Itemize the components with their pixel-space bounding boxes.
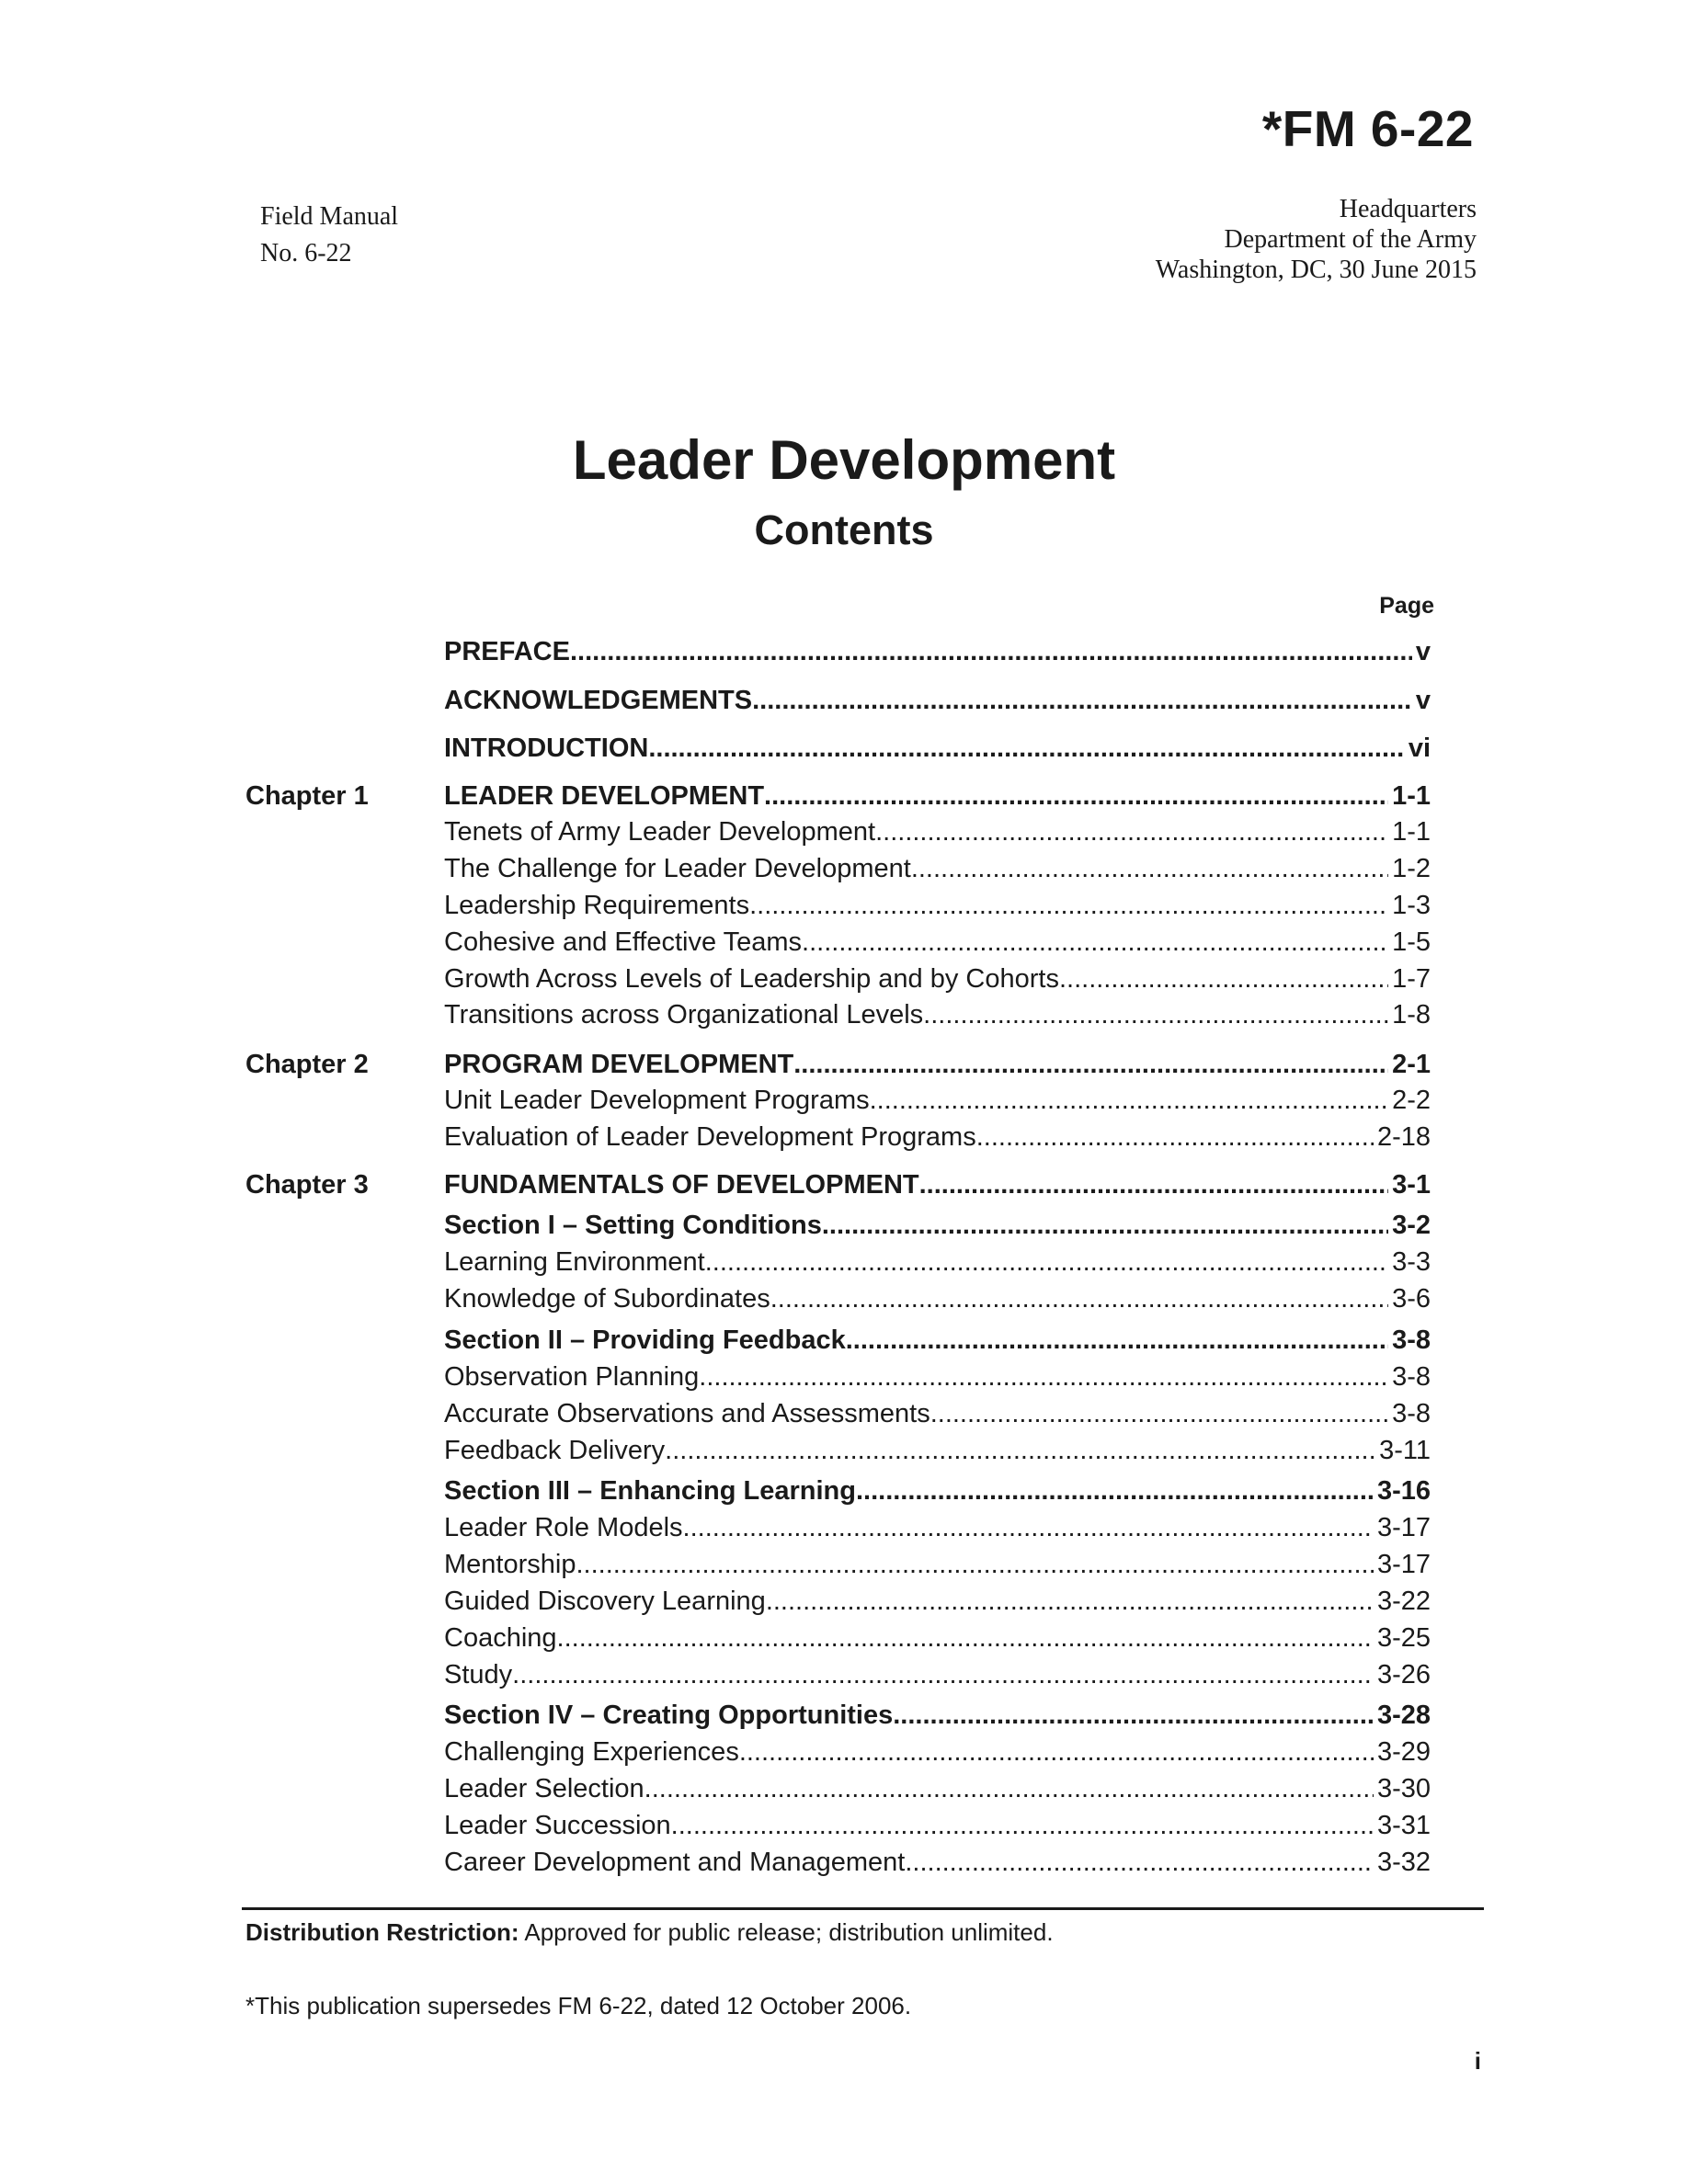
toc-page-number: 1-8 bbox=[1392, 1000, 1431, 1029]
toc-row bbox=[0, 780, 1688, 812]
toc-entry-title: Cohesive and Effective Teams bbox=[444, 927, 803, 957]
toc-row bbox=[0, 1121, 1688, 1153]
toc-entry-title: Tenets of Army Leader Development bbox=[444, 817, 876, 847]
toc-row bbox=[0, 1361, 1688, 1393]
toc-row bbox=[0, 853, 1688, 884]
toc-page-number: 3-22 bbox=[1376, 1587, 1431, 1616]
toc-entry-title: INTRODUCTION bbox=[444, 734, 649, 763]
toc-entry[interactable] bbox=[444, 816, 1431, 847]
toc-dot-leader bbox=[911, 853, 1388, 884]
toc-row bbox=[0, 1622, 1688, 1654]
toc-entry[interactable] bbox=[444, 1049, 1431, 1080]
toc-entry[interactable] bbox=[444, 1512, 1431, 1543]
toc-entry-title: The Challenge for Leader Development bbox=[444, 854, 911, 883]
toc-page-number: 3-1 bbox=[1392, 1170, 1431, 1200]
page-column-label: Page bbox=[1379, 593, 1434, 619]
toc-chapter-label: Chapter 1 bbox=[245, 781, 369, 811]
field-manual-line: Field Manual bbox=[260, 202, 399, 231]
toc-row bbox=[0, 963, 1688, 995]
toc-page-number: 3-8 bbox=[1392, 1399, 1431, 1428]
toc-page-number: v bbox=[1415, 686, 1431, 715]
toc-entry[interactable] bbox=[444, 1847, 1431, 1878]
toc-dot-leader bbox=[512, 1659, 1374, 1690]
toc-entry[interactable] bbox=[444, 685, 1431, 716]
toc-entry[interactable] bbox=[444, 890, 1431, 921]
toc-entry[interactable] bbox=[444, 1659, 1431, 1690]
toc-entry-title: Observation Planning bbox=[444, 1362, 700, 1392]
toc-entry[interactable] bbox=[444, 733, 1431, 764]
toc-row bbox=[0, 1549, 1688, 1580]
toc-entry[interactable] bbox=[444, 1361, 1431, 1393]
toc-entry[interactable] bbox=[444, 1283, 1431, 1314]
toc-chapter-label: Chapter 3 bbox=[245, 1170, 369, 1200]
headquarters-line: Headquarters bbox=[1339, 195, 1477, 223]
toc-page-number: 3-28 bbox=[1376, 1701, 1431, 1730]
toc-dot-leader bbox=[846, 1325, 1388, 1356]
toc-page-number: 1-2 bbox=[1392, 854, 1431, 883]
distribution-label: Distribution Restriction: bbox=[245, 1918, 519, 1946]
toc-entry[interactable] bbox=[444, 963, 1431, 995]
contents-heading: Contents bbox=[754, 506, 934, 553]
toc-dot-leader bbox=[570, 636, 1412, 667]
toc-page-number: 1-1 bbox=[1392, 781, 1431, 811]
toc-page-number: 3-6 bbox=[1392, 1284, 1431, 1314]
toc-entry[interactable] bbox=[444, 1325, 1431, 1356]
toc-row bbox=[0, 1283, 1688, 1314]
toc-row bbox=[0, 1810, 1688, 1841]
toc-entry-title: Evaluation of Leader Development Programs bbox=[444, 1122, 976, 1152]
toc-dot-leader bbox=[764, 780, 1388, 812]
toc-row bbox=[0, 1325, 1688, 1356]
toc-page-number: 3-25 bbox=[1376, 1623, 1431, 1653]
toc-page-number: 3-2 bbox=[1392, 1211, 1431, 1240]
toc-dot-leader bbox=[919, 1169, 1388, 1200]
toc-row bbox=[0, 1847, 1688, 1878]
toc-entry-title: Leadership Requirements bbox=[444, 891, 750, 920]
toc-entry[interactable] bbox=[444, 1121, 1431, 1153]
toc-entry[interactable] bbox=[444, 1475, 1431, 1507]
toc-entry[interactable] bbox=[444, 636, 1431, 667]
toc-page-number: 3-29 bbox=[1376, 1737, 1431, 1767]
toc-dot-leader bbox=[822, 1210, 1388, 1241]
toc-page-number: 3-26 bbox=[1376, 1660, 1431, 1689]
toc-row bbox=[0, 1512, 1688, 1543]
toc-dot-leader bbox=[557, 1622, 1374, 1654]
toc-row bbox=[0, 1736, 1688, 1768]
toc-page-number: 1-3 bbox=[1392, 891, 1431, 920]
toc-dot-leader bbox=[856, 1475, 1374, 1507]
toc-row bbox=[0, 927, 1688, 958]
toc-entry[interactable] bbox=[444, 780, 1431, 812]
toc-entry[interactable] bbox=[444, 1736, 1431, 1768]
toc-dot-leader bbox=[893, 1700, 1374, 1731]
toc-page-number: v bbox=[1415, 637, 1431, 666]
toc-entry-title: Section III – Enhancing Learning bbox=[444, 1476, 856, 1506]
toc-entry-title: Section II – Providing Feedback bbox=[444, 1325, 846, 1355]
toc-dot-leader bbox=[648, 733, 1404, 764]
toc-dot-leader bbox=[870, 1085, 1388, 1116]
toc-page-number: 3-30 bbox=[1376, 1774, 1431, 1803]
toc-entry-title: Section I – Setting Conditions bbox=[444, 1211, 822, 1240]
toc-page-number: 2-1 bbox=[1392, 1050, 1431, 1079]
footer-divider bbox=[242, 1907, 1484, 1910]
toc-entry-title: Guided Discovery Learning bbox=[444, 1587, 766, 1616]
toc-row bbox=[0, 685, 1688, 716]
toc-dot-leader bbox=[976, 1121, 1374, 1153]
toc-entry-title: Knowledge of Subordinates bbox=[444, 1284, 770, 1314]
toc-dot-leader bbox=[770, 1283, 1388, 1314]
toc-entry[interactable] bbox=[444, 1435, 1431, 1466]
toc-page-number: 3-17 bbox=[1376, 1513, 1431, 1542]
toc-entry-title: Mentorship bbox=[444, 1550, 576, 1579]
toc-dot-leader bbox=[749, 890, 1388, 921]
toc-page-number: 3-8 bbox=[1392, 1362, 1431, 1392]
toc-entry[interactable] bbox=[444, 1549, 1431, 1580]
toc-page-number: 3-11 bbox=[1379, 1436, 1431, 1465]
toc-entry-title: Unit Leader Development Programs bbox=[444, 1086, 870, 1115]
toc-page-number: 2-2 bbox=[1392, 1086, 1431, 1115]
toc-page-number: vi bbox=[1408, 734, 1431, 763]
toc-row bbox=[0, 890, 1688, 921]
toc-page-number: 1-1 bbox=[1392, 817, 1431, 847]
toc-dot-leader bbox=[576, 1549, 1373, 1580]
toc-entry-title: Growth Across Levels of Leadership and by Cohorts bbox=[444, 964, 1059, 994]
toc-row bbox=[0, 1700, 1688, 1731]
page-number: i bbox=[1474, 2047, 1481, 2075]
toc-entry[interactable] bbox=[444, 1810, 1431, 1841]
toc-dot-leader bbox=[644, 1773, 1374, 1804]
toc-entry-title: Leader Succession bbox=[444, 1811, 671, 1840]
toc-entry-title: Study bbox=[444, 1660, 513, 1689]
toc-dot-leader bbox=[766, 1586, 1374, 1617]
toc-dot-leader bbox=[1059, 963, 1388, 995]
toc-row bbox=[0, 1586, 1688, 1617]
toc-row bbox=[0, 1659, 1688, 1690]
toc-row bbox=[0, 1085, 1688, 1116]
toc-row bbox=[0, 1210, 1688, 1241]
supersedes-note: *This publication supersedes FM 6-22, dated 12 October 2006. bbox=[245, 1992, 912, 2019]
toc-row bbox=[0, 1049, 1688, 1080]
toc-page-number: 3-3 bbox=[1392, 1247, 1431, 1277]
toc-row bbox=[0, 999, 1688, 1030]
toc-entry-title: FUNDAMENTALS OF DEVELOPMENT bbox=[444, 1170, 919, 1200]
toc-entry[interactable] bbox=[444, 853, 1431, 884]
toc-entry[interactable] bbox=[444, 1586, 1431, 1617]
toc-dot-leader bbox=[905, 1847, 1374, 1878]
toc-entry-title: Leader Role Models bbox=[444, 1513, 683, 1542]
toc-dot-leader bbox=[699, 1361, 1388, 1393]
department-line: Department of the Army bbox=[1224, 225, 1477, 254]
toc-dot-leader bbox=[930, 1398, 1388, 1429]
toc-entry[interactable] bbox=[444, 1246, 1431, 1278]
toc-row bbox=[0, 636, 1688, 667]
toc-entry-title: PREFACE bbox=[444, 637, 570, 666]
distribution-restriction bbox=[245, 1917, 1054, 1948]
toc-page-number: 3-8 bbox=[1392, 1325, 1431, 1355]
manual-number-line: No. 6-22 bbox=[260, 239, 352, 267]
toc-entry-title: PROGRAM DEVELOPMENT bbox=[444, 1050, 794, 1079]
toc-row bbox=[0, 1169, 1688, 1200]
toc-row bbox=[0, 816, 1688, 847]
distribution-text: Approved for public release; distribution unlimited. bbox=[519, 1918, 1054, 1946]
toc-row bbox=[0, 1773, 1688, 1804]
toc-row bbox=[0, 1475, 1688, 1507]
toc-dot-leader bbox=[923, 999, 1388, 1030]
location-date-line: Washington, DC, 30 June 2015 bbox=[1155, 256, 1477, 284]
toc-entry[interactable] bbox=[444, 927, 1431, 958]
toc-row bbox=[0, 1435, 1688, 1466]
toc-row bbox=[0, 1398, 1688, 1429]
toc-entry[interactable] bbox=[444, 1700, 1431, 1731]
toc-entry-title: Coaching bbox=[444, 1623, 557, 1653]
toc-entry[interactable] bbox=[444, 1085, 1431, 1116]
toc-entry[interactable] bbox=[444, 1398, 1431, 1429]
toc-dot-leader bbox=[752, 685, 1412, 716]
toc-page-number: 1-5 bbox=[1392, 927, 1431, 957]
toc-page-number: 3-17 bbox=[1376, 1550, 1431, 1579]
toc-page-number: 3-16 bbox=[1376, 1476, 1431, 1506]
toc-page-number: 3-31 bbox=[1376, 1811, 1431, 1840]
document-title: Leader Development bbox=[572, 429, 1116, 491]
toc-dot-leader bbox=[802, 927, 1388, 958]
toc-row bbox=[0, 733, 1688, 764]
toc-dot-leader bbox=[875, 816, 1388, 847]
toc-entry[interactable] bbox=[444, 1169, 1431, 1200]
document-id: *FM 6-22 bbox=[1261, 100, 1474, 157]
toc-chapter-label: Chapter 2 bbox=[245, 1050, 369, 1079]
toc-row bbox=[0, 1246, 1688, 1278]
toc-page-number: 3-32 bbox=[1376, 1848, 1431, 1877]
toc-entry-title: LEADER DEVELOPMENT bbox=[444, 781, 765, 811]
toc-dot-leader bbox=[683, 1512, 1374, 1543]
toc-dot-leader bbox=[705, 1246, 1388, 1278]
toc-entry-title: Leader Selection bbox=[444, 1774, 644, 1803]
toc-entry-title: Challenging Experiences bbox=[444, 1737, 739, 1767]
toc-dot-leader bbox=[665, 1435, 1375, 1466]
toc-entry[interactable] bbox=[444, 1773, 1431, 1804]
toc-entry[interactable] bbox=[444, 999, 1431, 1030]
toc-entry[interactable] bbox=[444, 1210, 1431, 1241]
toc-entry-title: Transitions across Organizational Levels bbox=[444, 1000, 924, 1029]
toc-dot-leader bbox=[671, 1810, 1374, 1841]
toc-page-number: 2-18 bbox=[1376, 1122, 1431, 1152]
toc-entry[interactable] bbox=[444, 1622, 1431, 1654]
toc-entry-title: Feedback Delivery bbox=[444, 1436, 666, 1465]
toc-entry-title: ACKNOWLEDGEMENTS bbox=[444, 686, 753, 715]
toc-page-number: 1-7 bbox=[1392, 964, 1431, 994]
toc-entry-title: Career Development and Management bbox=[444, 1848, 906, 1877]
toc-dot-leader bbox=[739, 1736, 1374, 1768]
toc-entry-title: Section IV – Creating Opportunities bbox=[444, 1701, 894, 1730]
toc-entry-title: Learning Environment bbox=[444, 1247, 705, 1277]
toc-entry-title: Accurate Observations and Assessments bbox=[444, 1399, 930, 1428]
toc-dot-leader bbox=[793, 1049, 1388, 1080]
